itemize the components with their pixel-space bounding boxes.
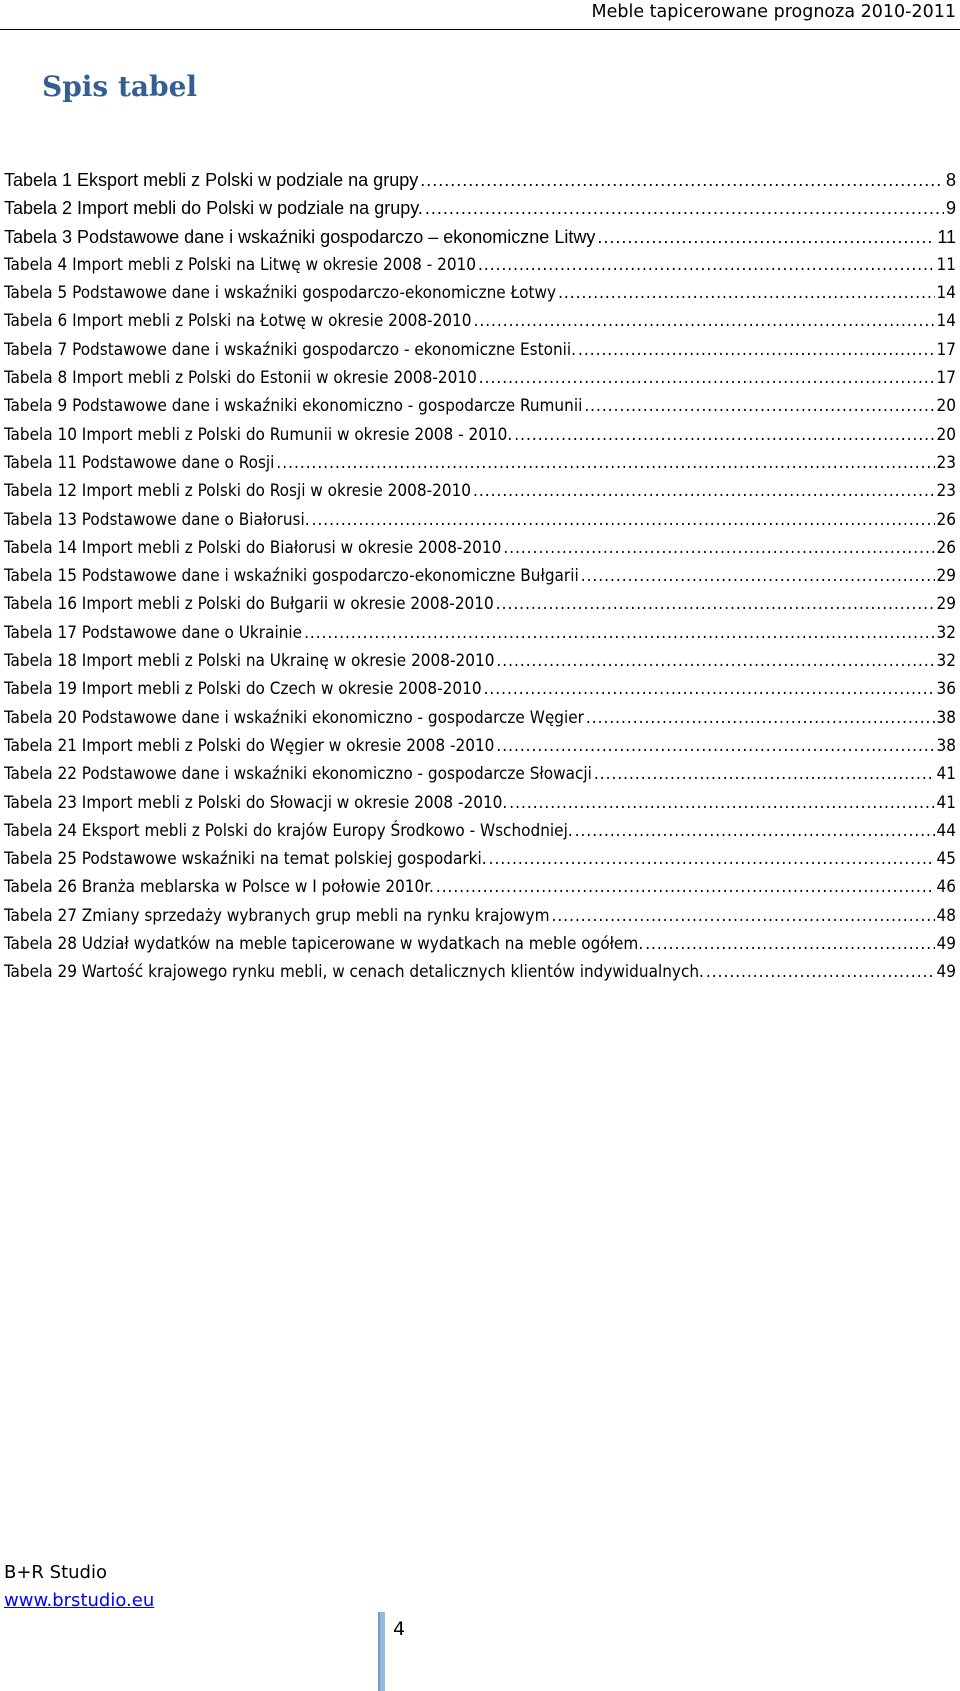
toc-entry-page: 20 — [936, 396, 956, 417]
toc-leader-dots — [597, 223, 935, 251]
toc-entry-label: Tabela 25 Podstawowe wskaźniki na temat polskiej gospodarki. — [4, 849, 487, 870]
toc-entry[interactable] — [4, 760, 956, 788]
toc-leader-dots — [514, 421, 934, 449]
toc-entry[interactable] — [4, 845, 956, 873]
toc-entry[interactable] — [4, 930, 956, 958]
toc-leader-dots — [509, 789, 934, 817]
toc-entry-label: Tabela 5 Podstawowe dane i wskaźniki gospodarczo-ekonomiczne Łotwy — [4, 283, 557, 304]
toc-entry-label: Tabela 22 Podstawowe dane i wskaźniki ekonomiczno - gospodarcze Słowacji — [4, 764, 592, 785]
toc-leader-dots — [594, 760, 935, 788]
toc-leader-dots — [496, 647, 934, 675]
toc-entry-page: 9 — [945, 198, 956, 219]
toc-entry[interactable] — [4, 477, 956, 505]
toc-entry[interactable] — [4, 647, 956, 675]
toc-entry-page: 49 — [936, 934, 956, 955]
toc-entry[interactable] — [4, 958, 956, 986]
toc-entry[interactable] — [4, 307, 956, 335]
toc-entry-page: 14 — [936, 311, 956, 332]
toc-entry-label: Tabela 24 Eksport mebli z Polski do krajów Europy Środkowo - Wschodniej. — [4, 820, 573, 841]
toc-entry-label: Tabela 11 Podstawowe dane o Rosji — [4, 452, 275, 473]
toc-leader-dots — [586, 704, 935, 732]
toc-entry-page: 41 — [936, 792, 956, 813]
footer-accent-bar — [378, 1612, 385, 1691]
page-header — [0, 0, 960, 30]
toc-entry-label: Tabela 1 Eksport mebli z Polski w podziale na grupy — [4, 170, 419, 190]
toc-leader-dots — [473, 477, 934, 505]
toc-entry-label: Tabela 14 Import mebli z Polski do Białorusi w okresie 2008-2010 — [4, 537, 502, 558]
toc-leader-dots — [420, 166, 944, 194]
toc-entry-page: 26 — [936, 537, 956, 558]
toc-entry[interactable] — [4, 223, 956, 251]
toc-entry-label: Tabela 28 Udział wydatków na meble tapicerowane w wydatkach na meble ogółem. — [4, 934, 644, 955]
toc-entry-label: Tabela 9 Podstawowe dane i wskaźniki ekonomiczno - gospodarcze Rumunii — [4, 396, 583, 417]
toc-entry-label: Tabela 10 Import mebli z Polski do Rumunii w okresie 2008 - 2010. — [4, 424, 513, 445]
toc-leader-dots — [584, 392, 934, 420]
toc-entry-page: 14 — [936, 283, 956, 304]
toc-entry[interactable] — [4, 590, 956, 618]
toc-entry-label: Tabela 7 Podstawowe dane i wskaźniki gospodarczo - ekonomiczne Estonii. — [4, 339, 577, 360]
toc-entry-label: Tabela 17 Podstawowe dane o Ukrainie — [4, 622, 303, 643]
toc-entry-label: Tabela 21 Import mebli z Polski do Węgier w okresie 2008 -2010 — [4, 735, 495, 756]
toc-entry-page: 41 — [936, 764, 956, 785]
toc-entry-label: Tabela 19 Import mebli z Polski do Czech w okresie 2008-2010 — [4, 679, 482, 700]
toc-entry-page: 46 — [936, 877, 956, 898]
toc-entry[interactable] — [4, 675, 956, 703]
toc-entry[interactable] — [4, 619, 956, 647]
toc-leader-dots — [276, 449, 934, 477]
toc-leader-dots — [575, 817, 935, 845]
toc-entry-label: Tabela 27 Zmiany sprzedaży wybranych grup mebli na rynku krajowym — [4, 905, 550, 926]
toc-entry-label: Tabela 2 Import mebli do Polski w podziale na grupy. — [4, 198, 423, 219]
toc-entry-label: Tabela 15 Podstawowe dane i wskaźniki gospodarczo-ekonomiczne Bułgarii — [4, 566, 579, 587]
toc-entry-page: 32 — [936, 651, 956, 672]
toc-entry[interactable] — [4, 166, 956, 194]
toc-leader-dots — [478, 251, 935, 279]
toc-leader-dots — [581, 562, 935, 590]
toc-entry-page: 11 — [936, 254, 956, 275]
toc-entry[interactable] — [4, 364, 956, 392]
toc-entry-page: 49 — [936, 962, 956, 983]
toc-entry-label: Tabela 23 Import mebli z Polski do Słowacji w okresie 2008 -2010. — [4, 792, 508, 813]
toc-leader-dots — [552, 902, 935, 930]
toc-entry[interactable] — [4, 873, 956, 901]
toc-entry-page: 23 — [936, 452, 956, 473]
toc-title: Spis tabel — [42, 70, 198, 103]
toc-entry-page: 29 — [936, 566, 956, 587]
toc-entry[interactable] — [4, 421, 956, 449]
toc-entry[interactable] — [4, 392, 956, 420]
table-of-tables — [4, 166, 956, 987]
toc-entry[interactable] — [4, 817, 956, 845]
toc-leader-dots — [473, 307, 934, 335]
toc-entry-page: 32 — [936, 622, 956, 643]
header-title: Meble tapicerowane prognoza 2010-2011 — [591, 2, 956, 22]
toc-entry-page: 29 — [936, 594, 956, 615]
toc-entry-label: Tabela 6 Import mebli z Polski na Łotwę w okresie 2008-2010 — [4, 311, 472, 332]
toc-leader-dots — [425, 194, 944, 222]
toc-entry-label: Tabela 29 Wartość krajowego rynku mebli, w cenach detalicznych klientów indywidualnych. — [4, 962, 704, 983]
toc-entry-page: 8 — [945, 170, 956, 190]
toc-entry-page: 44 — [936, 820, 956, 841]
toc-entry-label: Tabela 12 Import mebli z Polski do Rosji w okresie 2008-2010 — [4, 481, 472, 502]
page-number: 4 — [393, 1618, 406, 1640]
toc-entry[interactable] — [4, 506, 956, 534]
toc-entry[interactable] — [4, 732, 956, 760]
toc-entry[interactable] — [4, 279, 956, 307]
toc-entry-label: Tabela 26 Branża meblarska w Polsce w I połowie 2010r. — [4, 877, 434, 898]
toc-entry-label: Tabela 3 Podstawowe dane i wskaźniki gospodarczo – ekonomiczne Litwy — [4, 226, 596, 247]
toc-entry-label: Tabela 13 Podstawowe dane o Białorusi. — [4, 509, 310, 530]
toc-leader-dots — [484, 675, 935, 703]
toc-entry[interactable] — [4, 534, 956, 562]
toc-entry-label: Tabela 8 Import mebli z Polski do Estonii w okresie 2008-2010 — [4, 368, 477, 389]
toc-entry-page: 17 — [936, 368, 956, 389]
toc-entry[interactable] — [4, 562, 956, 590]
toc-leader-dots — [578, 336, 935, 364]
toc-leader-dots — [496, 590, 935, 618]
toc-entry[interactable] — [4, 902, 956, 930]
toc-leader-dots — [436, 873, 935, 901]
footer-website-link[interactable]: www.brstudio.eu — [4, 1590, 155, 1611]
toc-entry[interactable] — [4, 251, 956, 279]
toc-entry-page: 20 — [936, 424, 956, 445]
footer-company-name: B+R Studio — [4, 1562, 107, 1583]
toc-entry-label: Tabela 16 Import mebli z Polski do Bułgarii w okresie 2008-2010 — [4, 594, 494, 615]
toc-entry-page: 36 — [936, 679, 956, 700]
toc-entry-label: Tabela 18 Import mebli z Polski na Ukrainę w okresie 2008-2010 — [4, 651, 495, 672]
toc-leader-dots — [304, 619, 934, 647]
toc-leader-dots — [489, 845, 935, 873]
toc-entry[interactable] — [4, 789, 956, 817]
toc-entry-page: 45 — [936, 849, 956, 870]
toc-entry-label: Tabela 20 Podstawowe dane i wskaźniki ekonomiczno - gospodarcze Węgier — [4, 707, 584, 728]
toc-leader-dots — [558, 279, 934, 307]
toc-leader-dots — [706, 958, 935, 986]
toc-leader-dots — [479, 364, 935, 392]
toc-leader-dots — [496, 732, 934, 760]
toc-entry-page: 11 — [937, 226, 956, 247]
toc-entry-page: 48 — [936, 905, 956, 926]
toc-entry[interactable] — [4, 194, 956, 222]
toc-entry-page: 38 — [936, 707, 956, 728]
toc-leader-dots — [312, 506, 935, 534]
toc-entry-page: 23 — [936, 481, 956, 502]
toc-entry-page: 17 — [936, 339, 956, 360]
toc-entry-page: 38 — [936, 735, 956, 756]
toc-leader-dots — [645, 930, 934, 958]
toc-leader-dots — [503, 534, 934, 562]
toc-entry[interactable] — [4, 449, 956, 477]
toc-entry-label: Tabela 4 Import mebli z Polski na Litwę w okresie 2008 - 2010 — [4, 254, 477, 275]
toc-entry[interactable] — [4, 704, 956, 732]
toc-entry-page: 26 — [936, 509, 956, 530]
toc-entry[interactable] — [4, 336, 956, 364]
